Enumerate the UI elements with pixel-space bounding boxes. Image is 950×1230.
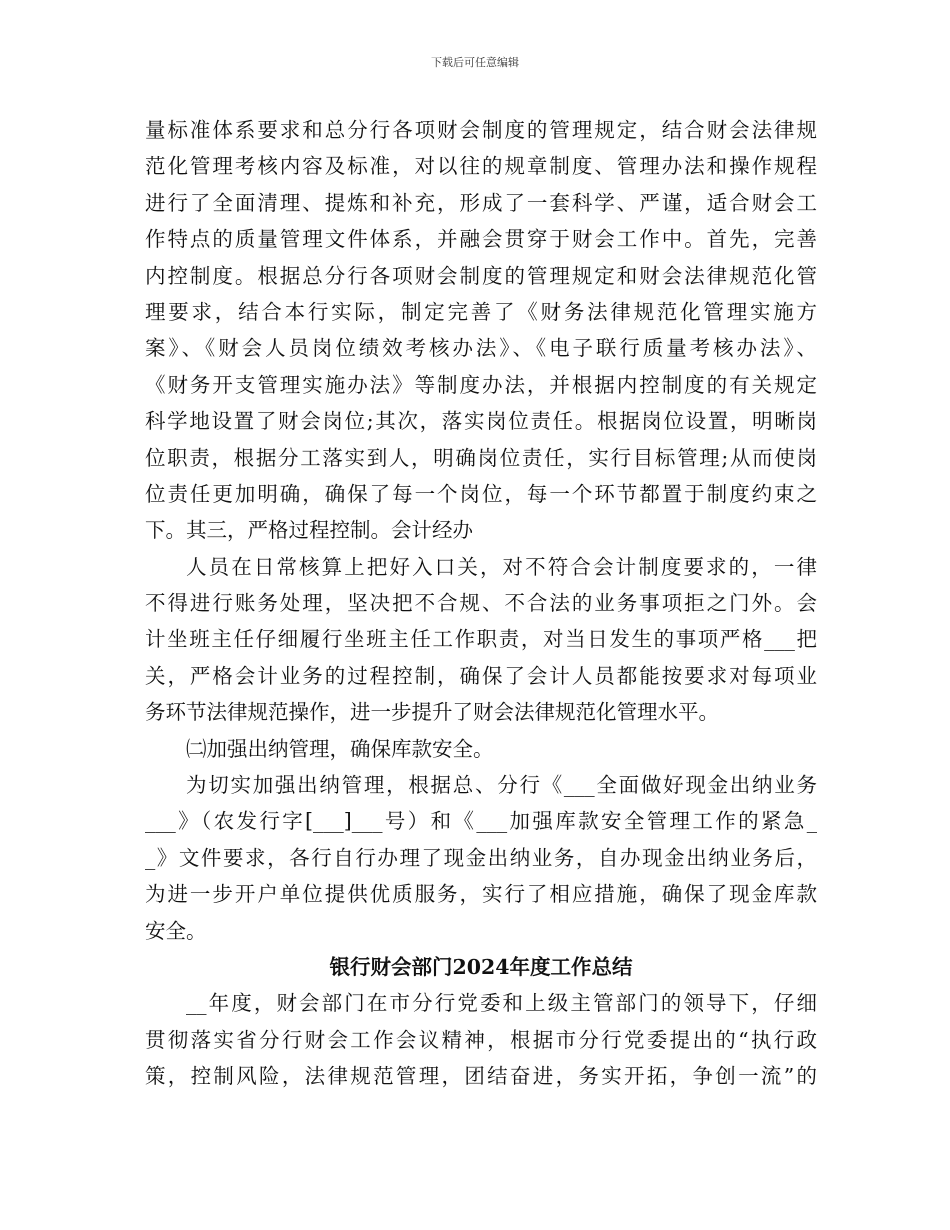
body-line: 不得进行账务处理，坚决把不合规、不合法的业务事项拒之门外。会 (145, 591, 817, 616)
body-line: 进行了全面清理、提炼和补充，形成了一套科学、严谨，适合财会工 (145, 190, 817, 215)
body-line: 计坐班主任仔细履行坐班主任工作职责，对当日发生的事项严格___把 (145, 627, 817, 652)
body-line: 作特点的质量管理文件体系，并融会贯穿于财会工作中。首先，完善 (145, 227, 817, 252)
body-line: 关，严格会计业务的过程控制，确保了会计人员都能按要求对每项业 (145, 663, 817, 688)
body-line: 贯彻落实省分行财会工作会议精神，根据市分行党委提出的“执行政 (145, 1027, 817, 1052)
body-line: 位责任更加明确，确保了每一个岗位，每一个环节都置于制度约束之 (145, 481, 817, 506)
paragraph-start: 人员在日常核算上把好入口关，对不符合会计制度要求的，一律 (186, 554, 817, 579)
section-heading: ㈡加强出纳管理，确保库款安全。 (186, 736, 494, 761)
paragraph-start: __年度，财会部门在市分行党委和上级主管部门的领导下，仔细 (186, 991, 817, 1016)
body-line: 务环节法律规范操作，进一步提升了财会法律规范化管理水平。 (145, 700, 719, 725)
header-note: 下载后可任意编辑 (431, 56, 519, 69)
body-line: 案》、《财会人员岗位绩效考核办法》、《电子联行质量考核办法》、 (145, 336, 817, 361)
body-line: ___》（农发行字[___]___号）和《___加强库款安全管理工作的紧急_ (145, 809, 817, 834)
body-line: 为进一步开户单位提供优质服务，实行了相应措施，确保了现金库款 (145, 882, 817, 907)
body-line: 《财务开支管理实施办法》等制度办法，并根据内控制度的有关规定 (145, 372, 817, 397)
body-line: 内控制度。根据总分行各项财会制度的管理规定和财会法律规范化管 (145, 263, 817, 288)
body-line: 量标准体系要求和总分行各项财会制度的管理规定，结合财会法律规 (145, 118, 817, 142)
body-line: 科学地设置了财会岗位;其次，落实岗位责任。根据岗位设置，明晰岗 (145, 409, 817, 434)
document-title: 银行财会部门2024年度工作总结 (329, 954, 633, 979)
body-line: 策，控制风险，法律规范管理，团结奋进，务实开拓，争创一流”的 (145, 1064, 817, 1089)
body-line: 安全。 (145, 918, 207, 943)
body-line: 下。其三，严格过程控制。会计经办 (145, 518, 473, 543)
body-line: _》文件要求，各行自行办理了现金出纳业务，自办现金出纳业务后， (145, 845, 817, 870)
paragraph-start: 为切实加强出纳管理，根据总、分行《___全面做好现金出纳业务 (186, 773, 817, 798)
body-line: 范化管理考核内容及标准，对以往的规章制度、管理办法和操作规程 (145, 154, 817, 179)
body-line: 位职责，根据分工落实到人，明确岗位责任，实行目标管理;从而使岗 (145, 445, 817, 470)
body-line: 理要求，结合本行实际，制定完善了《财务法律规范化管理实施方 (145, 299, 817, 324)
document-body (145, 112, 817, 1095)
